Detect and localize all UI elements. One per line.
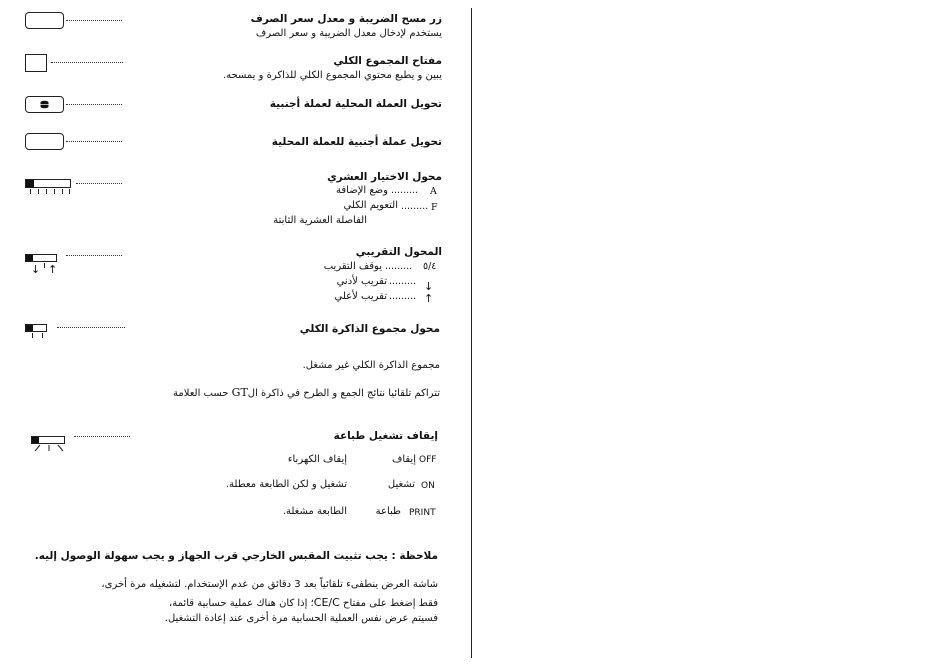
note-line-1: شاشة العرض ينطفىء تلقائياً بعد 3 دقائق من عدم الإستخدام. لتشغيله مرة أخرى،	[101, 579, 438, 590]
decimal-selector-switch-icon	[25, 179, 71, 188]
print-off-label: OFF	[419, 455, 437, 465]
note-line-2	[169, 596, 438, 609]
column-divider	[471, 8, 472, 658]
print-selector-ticks-icon	[31, 444, 71, 454]
gt-desc-2-pre: تتراكم تلقائيا نتائج الجمع و الطرح في ذاكرة ال	[247, 388, 440, 399]
tick-mark	[46, 189, 47, 194]
rounding-r3-dots: .........	[389, 291, 417, 302]
gt-desc-1: مجموع الذاكرة الكلي غير مشغل.	[302, 360, 440, 371]
rounding-selector-switch-icon	[25, 254, 57, 262]
tick-mark	[69, 189, 70, 194]
leader-dots	[76, 183, 122, 184]
leader-dots	[51, 62, 123, 63]
arrow-up-icon: ↑	[424, 292, 434, 305]
coins-icon	[26, 97, 63, 112]
leader-dots	[66, 104, 122, 105]
tick-mark	[38, 189, 39, 194]
total-key-desc: يبين و يطبع محتوي المجموع الكلي للذاكرة و يمسحه.	[222, 70, 442, 81]
decimal-f-desc: التعويم الكلي	[343, 200, 398, 211]
rounding-r1-desc: يوقف التقريب	[323, 261, 382, 272]
arrow-up-icon: ↑	[48, 263, 58, 276]
decimal-f-dots: .........	[401, 201, 429, 212]
decimal-f-key: F	[431, 202, 438, 213]
print-selector-title: إيقاف تشغيل طباعة	[333, 430, 438, 442]
decimal-fixed-desc: الفاصلة العشرية الثابتة	[273, 215, 367, 226]
local-to-foreign-title: تحويل العملة المحلية لعملة أجنبية	[269, 98, 442, 110]
foreign-to-local-title: تحويل عملة أجنبية للعملة المحلية	[271, 136, 442, 148]
ce-c-key-label: CE/C	[313, 596, 340, 609]
print-on-label: ON	[421, 481, 435, 491]
rounding-r1-dots: .........	[385, 261, 413, 272]
print-print-desc: الطابعة مشغلة.	[282, 506, 347, 517]
leader-dots	[57, 327, 125, 328]
local-to-foreign-key	[25, 96, 64, 113]
tax-key-desc: يستخدم لإدخال معدل الضريبة و سعر الصرف	[255, 28, 442, 39]
print-print-word: طباعة	[375, 506, 401, 517]
tick-mark	[42, 333, 43, 338]
arrow-down-icon: ↓	[424, 280, 434, 293]
note-line-2-post: ؛ إذا كان هناك عملية حسابية قائمة،	[169, 598, 314, 609]
gt-selector-switch-icon	[25, 324, 47, 332]
tick-mark	[30, 189, 31, 194]
leader-dots	[66, 255, 122, 256]
decimal-a-desc: وضع الإضافة	[336, 185, 388, 196]
rounding-r2-desc: تقريب لأدني	[336, 276, 387, 287]
tick-mark	[32, 333, 33, 338]
gt-selector-title: محول مجموع الذاكرة الكلي	[299, 323, 440, 335]
gt-desc-2	[173, 386, 440, 399]
arrow-down-icon: ↓	[31, 263, 41, 276]
print-off-word: إيقاف	[391, 454, 416, 465]
leader-dots	[66, 20, 122, 21]
foreign-to-local-key	[25, 133, 64, 150]
decimal-selector-title: محول الاختيار العشري	[327, 171, 442, 183]
grand-total-key-icon	[25, 54, 47, 72]
tick-mark	[44, 263, 45, 268]
print-on-word: تشغيل	[387, 479, 415, 490]
note-line-2-pre: فقط إضغط على مفتاح	[343, 598, 438, 609]
print-off-desc: إيقاف الكهرباء	[287, 454, 347, 465]
gt-desc-2-post: حسب العلامة	[173, 388, 229, 399]
tax-key-title: زر مسح الضريبة و معدل سعر الصرف	[250, 13, 442, 25]
note-line-3: فسيتم عرض نفس العملية الحسابية مرة أخرى عند إعادة التشغيل.	[164, 613, 438, 624]
rounding-r3-desc: تقريب لأعلي	[334, 291, 387, 302]
note-title: ملاحظة : يجب تثبيت المقبس الخارجي قرب الجهاز و يجب سهولة الوصول إليه.	[34, 550, 438, 562]
print-on-desc: تشغيل و لكن الطابعة معطلة.	[225, 479, 347, 490]
gt-label: GT	[231, 386, 248, 399]
total-key-title: مفتاح المجموع الكلي	[333, 55, 442, 67]
print-print-label: PRINT	[409, 508, 436, 518]
print-selector-switch-icon	[31, 436, 65, 444]
tick-mark	[54, 189, 55, 194]
rounding-selector-title: المحول التقريبي	[355, 246, 442, 258]
leader-dots	[66, 141, 122, 142]
leader-dots	[74, 436, 130, 437]
tax-rate-key-icon	[25, 12, 64, 29]
rounding-r2-dots: .........	[389, 276, 417, 287]
decimal-a-dots: .........	[391, 185, 419, 196]
rounding-r1-key: ٥/٤	[423, 261, 437, 272]
tick-mark	[62, 189, 63, 194]
decimal-a-key: A	[430, 186, 437, 197]
